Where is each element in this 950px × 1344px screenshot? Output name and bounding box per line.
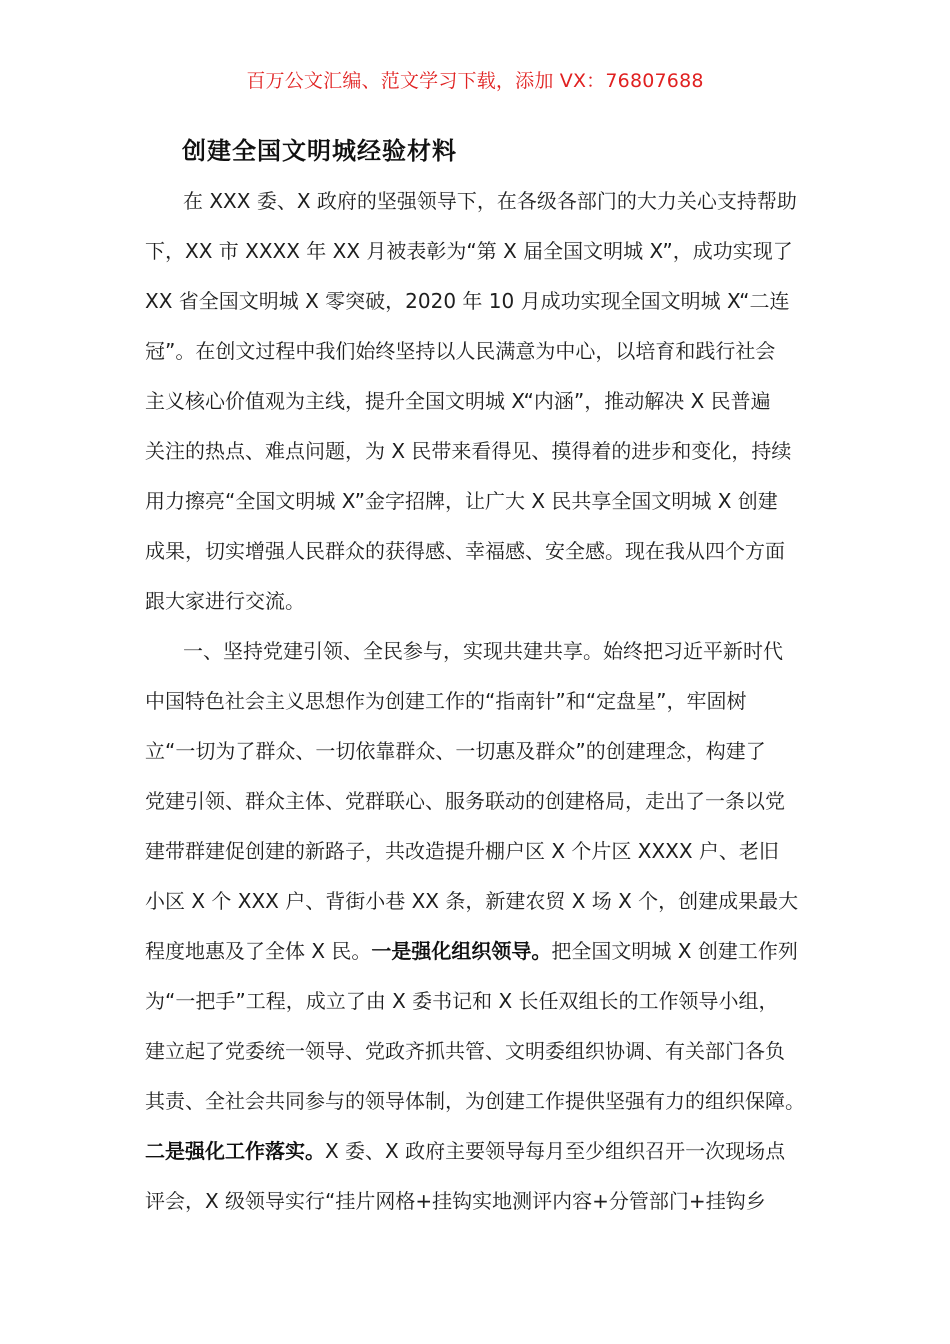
- text-segment: 用力擦亮“全国文明城 X”金字招牌，让广大 X 民共享全国文明城 X 创建: [145, 489, 778, 513]
- text-segment: 为“一把手”工程，成立了由 X 委书记和 X 长任双组长的工作领导小组，: [145, 989, 779, 1013]
- text-line: [145, 676, 813, 726]
- text-segment: X 委、X 政府主要领导每月至少组织召开一次现场点: [325, 1139, 786, 1163]
- text-line: [145, 476, 813, 526]
- text-segment: 建立起了党委统一领导、党政齐抓共管、文明委组织协调、有关部门各负: [145, 1039, 785, 1063]
- text-line: [145, 976, 813, 1026]
- bold-heading-segment: 二是强化工作落实。: [145, 1139, 325, 1163]
- document-title: 创建全国文明城经验材料: [182, 137, 457, 165]
- text-line: [145, 876, 813, 926]
- text-segment: 一、坚持党建引领、全民参与，实现共建共享。始终把习近平新时代: [183, 639, 783, 663]
- text-segment: 关注的热点、难点问题，为 X 民带来看得见、摸得着的进步和变化，持续: [145, 439, 792, 463]
- text-segment: 把全国文明城 X 创建工作列: [551, 939, 798, 963]
- document-body: [145, 176, 813, 1226]
- text-line: [145, 926, 813, 976]
- text-segment: 在 XXX 委、X 政府的坚强领导下，在各级各部门的大力关心支持帮助: [183, 189, 797, 213]
- text-line: [145, 526, 813, 576]
- text-segment: 建带群建促创建的新路子，共改造提升棚户区 X 个片区 XXXX 户、老旧: [145, 839, 779, 863]
- text-segment: 小区 X 个 XXX 户、背街小巷 XX 条，新建农贸 X 场 X 个，创建成果最大: [145, 889, 799, 913]
- text-segment: 评会，X 级领导实行“挂片网格+挂钩实地测评内容+分管部门+挂钩乡: [145, 1189, 766, 1213]
- text-line: [145, 376, 813, 426]
- text-segment: 成果，切实增强人民群众的获得感、幸福感、安全感。现在我从四个方面: [145, 539, 785, 563]
- text-line: [145, 276, 813, 326]
- text-line: [145, 326, 813, 376]
- text-line: [145, 1026, 813, 1076]
- text-line: [145, 826, 813, 876]
- text-segment: 其责、全社会共同参与的领导体制，为创建工作提供坚强有力的组织保障。: [145, 1089, 805, 1113]
- text-segment: 跟大家进行交流。: [145, 589, 305, 613]
- text-line: [145, 726, 813, 776]
- text-line: [145, 576, 813, 626]
- text-line: [145, 1076, 813, 1126]
- bold-heading-segment: 一是强化组织领导。: [371, 939, 552, 963]
- text-line: [145, 426, 813, 476]
- text-line: [145, 776, 813, 826]
- text-segment: 主义核心价值观为主线，提升全国文明城 X“内涵”，推动解决 X 民普遍: [145, 389, 771, 413]
- text-line: [145, 226, 813, 276]
- text-segment: 冠”。在创文过程中我们始终坚持以人民满意为中心，以培育和践行社会: [145, 339, 776, 363]
- text-line: [145, 626, 813, 676]
- text-segment: XX 省全国文明城 X 零突破，2020 年 10 月成功实现全国文明城 X“二连: [145, 289, 790, 313]
- text-line: [145, 1176, 813, 1226]
- text-segment: 党建引领、群众主体、党群联心、服务联动的创建格局，走出了一条以党: [145, 789, 785, 813]
- text-segment: 下，XX 市 XXXX 年 XX 月被表彰为“第 X 届全国文明城 X”，成功实现了: [145, 239, 793, 263]
- header-banner: 百万公文汇编、范文学习下载，添加 VX：76807688: [246, 70, 704, 92]
- text-line: [145, 176, 813, 226]
- text-segment: 程度地惠及了全体 X 民。: [145, 939, 372, 963]
- text-segment: 立“一切为了群众、一切依靠群众、一切惠及群众”的创建理念，构建了: [145, 739, 766, 763]
- text-line: [145, 1126, 813, 1176]
- text-segment: 中国特色社会主义思想作为创建工作的“指南针”和“定盘星”，牢固树: [145, 689, 747, 713]
